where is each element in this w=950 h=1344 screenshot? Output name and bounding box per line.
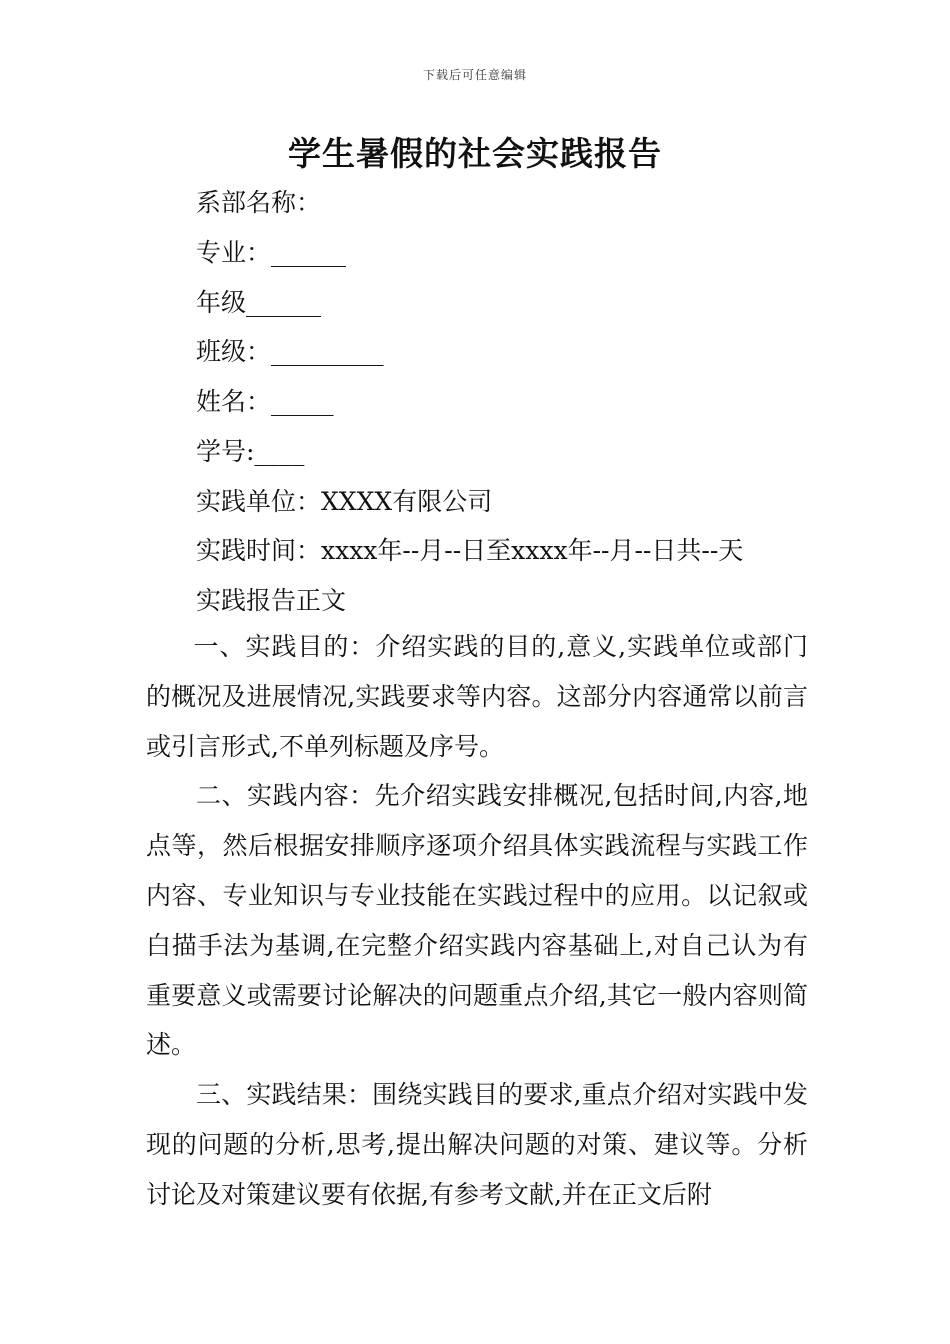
info-fields bbox=[196, 178, 836, 626]
paragraph-content: 二、实践内容：先介绍实践安排概况,包括时间,内容,地点等，然后根据安排顺序逐项介绍具体实践流程与实践工作内容、专业知识与专业技能在实践过程中的应用。以记叙或白描手法为基调,在完整介绍实践内容基础上,对自己认为有重要意义或需要讨论解决的问题重点介绍,其它一般内容则简述。 bbox=[146, 781, 808, 1060]
field-grade: 年级______ bbox=[196, 287, 322, 317]
document-title: 学生暑假的社会实践报告 bbox=[288, 134, 662, 173]
paragraph-purpose: 一、实践目的：介绍实践的目的,意义,实践单位或部门的概况及进展情况,实践要求等内容。这部分内容通常以前言或引言形式,不单列标题及序号。 bbox=[146, 632, 808, 761]
field-practice-time: 实践时间：xxxx年--月--日至xxxx年--月--日共--天 bbox=[196, 536, 744, 566]
field-practice-unit: 实践单位：XXXX有限公司 bbox=[196, 486, 493, 516]
field-class: 班级：_________ bbox=[196, 337, 384, 367]
field-major: 专业：______ bbox=[196, 237, 347, 267]
section-heading-body: 实践报告正文 bbox=[196, 586, 347, 615]
field-name: 姓名：_____ bbox=[196, 387, 334, 416]
field-department: 系部名称： bbox=[196, 188, 322, 217]
report-body bbox=[146, 622, 808, 1220]
paragraph-results: 三、实践结果：围绕实践目的要求,重点介绍对实践中发现的问题的分析,思考,提出解决问题的对策、建议等。分析讨论及对策建议要有依据,有参考文献,并在正文后附 bbox=[146, 1080, 808, 1209]
header-note: 下载后可任意编辑 bbox=[422, 68, 527, 82]
field-student-id: 学号:____ bbox=[196, 436, 305, 466]
